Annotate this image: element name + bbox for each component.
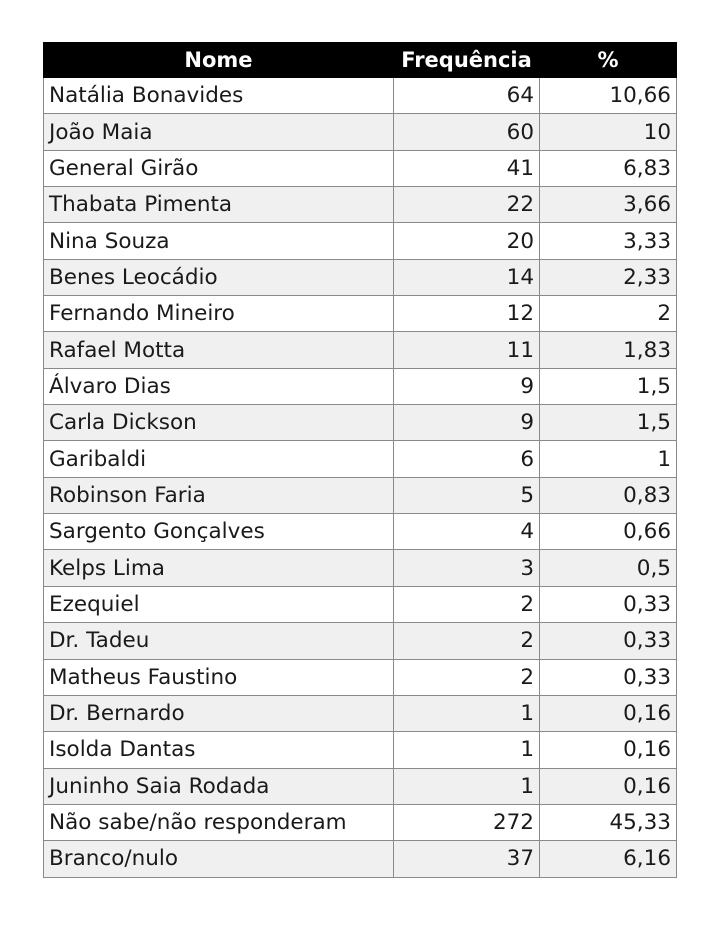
cell-percent: 0,5 [540, 550, 677, 586]
cell-frequency: 3 [394, 550, 540, 586]
cell-frequency: 2 [394, 623, 540, 659]
cell-percent: 0,33 [540, 586, 677, 622]
cell-name: Sargento Gonçalves [44, 514, 394, 550]
cell-frequency: 1 [394, 732, 540, 768]
cell-percent: 0,16 [540, 732, 677, 768]
cell-frequency: 11 [394, 332, 540, 368]
cell-name: Branco/nulo [44, 841, 394, 877]
header-row [44, 43, 677, 78]
cell-percent: 3,66 [540, 187, 677, 223]
cell-frequency: 64 [394, 78, 540, 114]
table-row [44, 296, 677, 332]
cell-percent: 0,33 [540, 659, 677, 695]
cell-name: João Maia [44, 114, 394, 150]
cell-percent: 1,83 [540, 332, 677, 368]
cell-frequency: 37 [394, 841, 540, 877]
table-row [44, 223, 677, 259]
cell-frequency: 9 [394, 405, 540, 441]
header-frequency: Frequência [394, 43, 540, 78]
cell-percent: 0,83 [540, 477, 677, 513]
table-row [44, 732, 677, 768]
cell-name: Álvaro Dias [44, 368, 394, 404]
cell-percent: 0,66 [540, 514, 677, 550]
cell-name: Isolda Dantas [44, 732, 394, 768]
cell-frequency: 6 [394, 441, 540, 477]
cell-name: Matheus Faustino [44, 659, 394, 695]
cell-percent: 6,83 [540, 150, 677, 186]
cell-name: Kelps Lima [44, 550, 394, 586]
table-row [44, 114, 677, 150]
cell-percent: 2 [540, 296, 677, 332]
table-row [44, 259, 677, 295]
cell-frequency: 1 [394, 768, 540, 804]
cell-percent: 3,33 [540, 223, 677, 259]
cell-percent: 10 [540, 114, 677, 150]
table-row [44, 659, 677, 695]
cell-frequency: 5 [394, 477, 540, 513]
cell-name: Dr. Bernardo [44, 695, 394, 731]
table-row [44, 623, 677, 659]
table-row [44, 804, 677, 840]
cell-name: Natália Bonavides [44, 78, 394, 114]
cell-name: Ezequiel [44, 586, 394, 622]
table-header [44, 43, 677, 78]
cell-name: Garibaldi [44, 441, 394, 477]
table-body [44, 78, 677, 878]
table-row [44, 78, 677, 114]
cell-name: Robinson Faria [44, 477, 394, 513]
table-row [44, 441, 677, 477]
cell-name: Dr. Tadeu [44, 623, 394, 659]
table-row [44, 477, 677, 513]
cell-frequency: 2 [394, 586, 540, 622]
cell-frequency: 9 [394, 368, 540, 404]
cell-frequency: 60 [394, 114, 540, 150]
table-row [44, 187, 677, 223]
table-row [44, 332, 677, 368]
cell-name: Rafael Motta [44, 332, 394, 368]
cell-percent: 0,16 [540, 768, 677, 804]
cell-frequency: 14 [394, 259, 540, 295]
table-row [44, 768, 677, 804]
cell-name: Nina Souza [44, 223, 394, 259]
cell-frequency: 20 [394, 223, 540, 259]
cell-percent: 2,33 [540, 259, 677, 295]
cell-name: Benes Leocádio [44, 259, 394, 295]
cell-frequency: 1 [394, 695, 540, 731]
header-percent: % [540, 43, 677, 78]
cell-frequency: 2 [394, 659, 540, 695]
cell-name: Juninho Saia Rodada [44, 768, 394, 804]
table-row [44, 841, 677, 877]
cell-name: General Girão [44, 150, 394, 186]
header-name: Nome [44, 43, 394, 78]
table-row [44, 150, 677, 186]
cell-frequency: 272 [394, 804, 540, 840]
cell-frequency: 41 [394, 150, 540, 186]
cell-percent: 6,16 [540, 841, 677, 877]
cell-frequency: 4 [394, 514, 540, 550]
table-row [44, 550, 677, 586]
table-row [44, 695, 677, 731]
cell-name: Não sabe/não responderam [44, 804, 394, 840]
results-table [43, 42, 677, 878]
table-row [44, 405, 677, 441]
cell-percent: 0,16 [540, 695, 677, 731]
cell-percent: 45,33 [540, 804, 677, 840]
cell-percent: 10,66 [540, 78, 677, 114]
cell-frequency: 22 [394, 187, 540, 223]
table-row [44, 586, 677, 622]
cell-percent: 1,5 [540, 368, 677, 404]
cell-frequency: 12 [394, 296, 540, 332]
cell-name: Thabata Pimenta [44, 187, 394, 223]
table-row [44, 368, 677, 404]
cell-percent: 1 [540, 441, 677, 477]
cell-percent: 0,33 [540, 623, 677, 659]
cell-name: Fernando Mineiro [44, 296, 394, 332]
cell-percent: 1,5 [540, 405, 677, 441]
table-row [44, 514, 677, 550]
cell-name: Carla Dickson [44, 405, 394, 441]
